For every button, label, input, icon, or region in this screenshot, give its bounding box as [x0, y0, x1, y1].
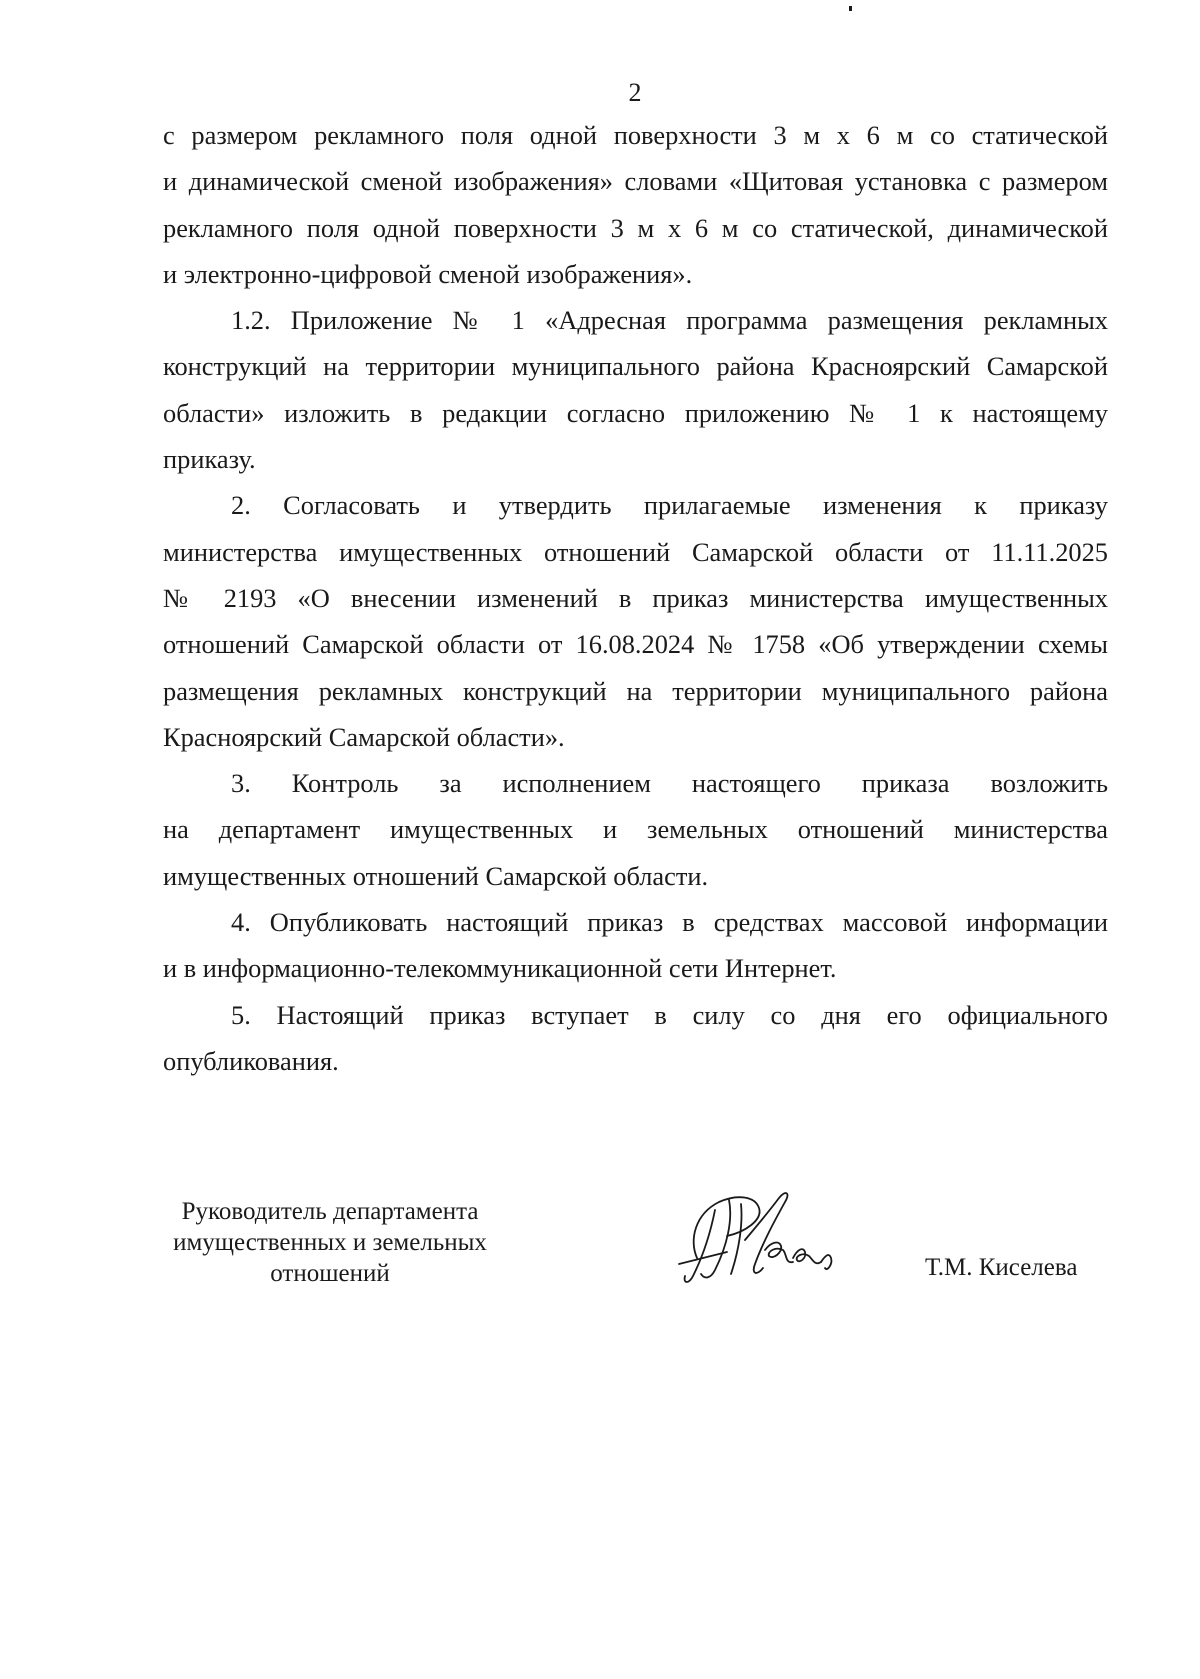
paragraph-line: на департамент имущественных и земельных отношений министерства [163, 814, 1108, 845]
paragraph-item-2 [163, 482, 1108, 760]
paragraph-line: конструкций на территории муниципального района Красноярский Самарской [163, 351, 1108, 382]
paragraph-item-3 [163, 760, 1108, 899]
paragraph-line: № 2193 «О внесении изменений в приказ министерства имущественных [163, 582, 1108, 613]
paragraph-line: 2. Согласовать и утвердить прилагаемые изменения к приказу [231, 490, 1108, 521]
paragraph-line: размещения рекламных конструкций на территории муниципального района [163, 675, 1108, 706]
paragraph-line: имущественных отношений Самарской области. [163, 860, 709, 891]
signer-name: Т.М. Киселева [925, 1254, 1078, 1281]
signatory-position [160, 1196, 500, 1289]
document-body [163, 112, 1108, 1084]
position-line: Руководитель департамента [181, 1198, 479, 1225]
paragraph-item-4 [163, 899, 1108, 992]
paragraph-line: приказу. [163, 444, 256, 475]
paragraph-line: опубликования. [163, 1045, 339, 1076]
paragraph-line: и динамической сменой изображения» словами «Щитовая установка с размером [163, 166, 1108, 197]
scan-speck [849, 6, 852, 11]
paragraph-line: 5. Настоящий приказ вступает в силу со дня его официального [231, 999, 1108, 1030]
paragraph-line: рекламного поля одной поверхности 3 м х 6 м со статической, динамической [163, 212, 1108, 243]
paragraph-item-5 [163, 992, 1108, 1085]
page-number: 2 [628, 78, 642, 107]
paragraph-line: отношений Самарской области от 16.08.2024 № 1758 «Об утверждении схемы [163, 629, 1108, 660]
handwritten-signature [675, 1180, 845, 1290]
paragraph-line: с размером рекламного поля одной поверхности 3 м х 6 м со статической [163, 120, 1108, 150]
paragraph-line: Красноярский Самарской области». [163, 721, 565, 752]
paragraph-line: области» изложить в редакции согласно приложению № 1 к настоящему [163, 397, 1108, 428]
paragraph-line: 4. Опубликовать настоящий приказ в средствах массовой информации [231, 907, 1108, 938]
position-line: отношений [270, 1260, 390, 1287]
paragraph-line: и электронно-цифровой сменой изображения». [163, 258, 693, 289]
paragraph-line: и в информационно-телекоммуникационной сети Интернет. [163, 953, 837, 984]
paragraph-line: 1.2. Приложение № 1 «Адресная программа размещения рекламных [231, 305, 1108, 336]
paragraph-item-1-2 [163, 297, 1108, 482]
paragraph-line: 3. Контроль за исполнением настоящего приказа возложить [231, 768, 1108, 799]
paragraph-line: министерства имущественных отношений Самарской области от 11.11.2025 [163, 536, 1108, 567]
position-line: имущественных и земельных [173, 1229, 487, 1256]
paragraph-continuation [163, 112, 1108, 297]
